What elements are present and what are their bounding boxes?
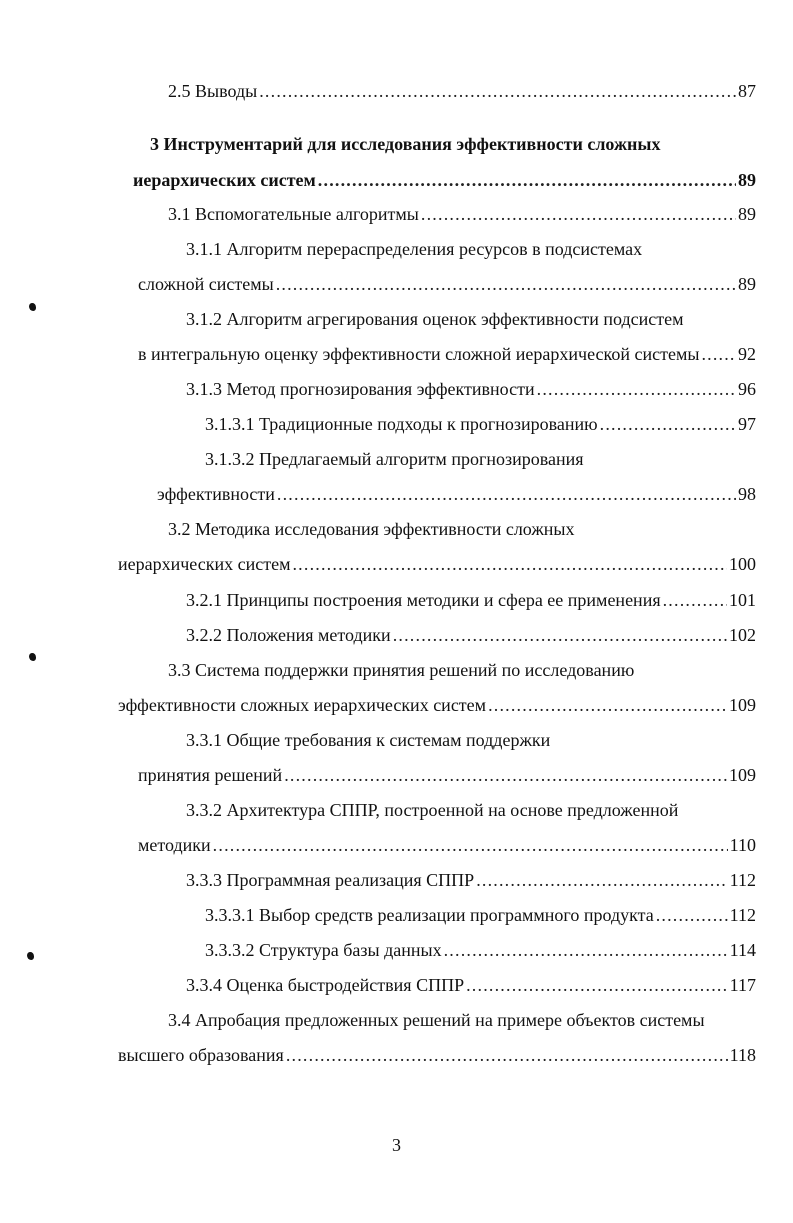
toc-dot-leader <box>701 340 736 368</box>
toc-entry-3-2-2 <box>186 621 756 649</box>
toc-page-number: 110 <box>729 835 756 855</box>
toc-page-number: 98 <box>738 484 756 504</box>
toc-dot-leader <box>286 1041 728 1069</box>
toc-dot-leader <box>318 166 736 194</box>
toc-entry-label: иерархических систем <box>133 170 316 190</box>
toc-entry-3-1-3-1 <box>205 410 756 438</box>
toc-entry-3-2-1 <box>186 586 756 614</box>
toc-dot-leader <box>488 691 727 719</box>
toc-dot-leader <box>466 971 728 999</box>
toc-dot-leader <box>284 761 727 789</box>
toc-page-number: 92 <box>738 344 756 364</box>
toc-entry-label: сложной системы <box>138 274 274 294</box>
toc-chapter-3 <box>133 166 756 194</box>
scan-speck-mark <box>29 303 36 311</box>
toc-dot-leader <box>663 586 727 614</box>
toc-entry-label: принятия решений <box>138 765 283 785</box>
toc-dot-leader <box>277 480 736 508</box>
toc-entry-2-5 <box>168 77 756 105</box>
toc-page-number: 87 <box>738 81 756 101</box>
toc-entry-3-2-line1: 3.2 Методика исследования эффективности сложных <box>168 519 575 539</box>
toc-entry-label: высшего образования <box>118 1045 284 1065</box>
toc-entry-3-3-1-line1: 3.3.1 Общие требования к системам поддержки <box>186 730 551 750</box>
toc-dot-leader <box>213 831 728 859</box>
toc-page-number: 89 <box>738 170 756 190</box>
toc-page-number: 101 <box>729 590 756 610</box>
toc-entry-3-1-2-line1: 3.1.2 Алгоритм агрегирования оценок эффективности подсистем <box>186 309 684 329</box>
toc-entry-label: в интегральную оценку эффективности сложной иерархической системы <box>138 344 700 364</box>
toc-entry-3-2 <box>118 550 756 578</box>
toc-entry-3-1-3-2-line1: 3.1.3.2 Предлагаемый алгоритм прогнозирования <box>205 449 584 469</box>
toc-dot-leader <box>421 200 736 228</box>
toc-entry-label: 3.3.3.2 Структура базы данных <box>205 940 442 960</box>
scan-speck-mark <box>29 653 36 661</box>
toc-entry-3-3-3-2 <box>205 936 756 964</box>
toc-entry-3-1-2 <box>138 340 756 368</box>
page-number: 3 <box>392 1135 401 1155</box>
toc-entry-3-1-3 <box>186 375 756 403</box>
toc-entry-label: иерархических систем <box>118 554 291 574</box>
toc-entry-label: 3.3.4 Оценка быстродействия СППР <box>186 975 465 995</box>
toc-entry-label: методики <box>138 835 211 855</box>
toc-dot-leader <box>600 410 736 438</box>
toc-entry-label: эффективности <box>157 484 275 504</box>
toc-page-number: 89 <box>738 204 756 224</box>
toc-entry-3-1-1 <box>138 270 756 298</box>
toc-entry-3-1 <box>168 200 756 228</box>
toc-dot-leader <box>259 77 736 105</box>
toc-page-number: 109 <box>729 695 756 715</box>
toc-entry-label: 3.1.3.1 Традиционные подходы к прогнозированию <box>205 414 598 434</box>
toc-entry-3-4 <box>118 1041 756 1069</box>
toc-page-number: 117 <box>729 975 756 995</box>
toc-page-number: 100 <box>729 554 756 574</box>
toc-entry-3-4-line1: 3.4 Апробация предложенных решений на примере объектов системы <box>168 1010 705 1030</box>
toc-entry-label: 3.3.3.1 Выбор средств реализации программного продукта <box>205 905 654 925</box>
toc-entry-3-1-3-2 <box>157 480 756 508</box>
toc-entry-label: 3.3.3 Программная реализация СППР <box>186 870 475 890</box>
toc-entry-3-3-3 <box>186 866 756 894</box>
toc-dot-leader <box>276 270 736 298</box>
toc-entry-3-1-1-line1: 3.1.1 Алгоритм перераспределения ресурсов в подсистемах <box>186 239 643 259</box>
toc-dot-leader <box>537 375 736 403</box>
toc-page-number: 112 <box>729 870 756 890</box>
toc-chapter-3-line1: 3 Инструментарий для исследования эффективности сложных <box>150 134 661 154</box>
toc-page-number: 109 <box>729 765 756 785</box>
toc-entry-3-3-1 <box>138 761 756 789</box>
toc-page-number: 97 <box>738 414 756 434</box>
toc-entry-3-3 <box>118 691 756 719</box>
toc-page-number: 102 <box>729 625 756 645</box>
toc-page-number: 96 <box>738 379 756 399</box>
toc-entry-3-3-2-line1: 3.3.2 Архитектура СППР, построенной на основе предложенной <box>186 800 679 820</box>
toc-entry-label: 3.2.2 Положения методики <box>186 625 391 645</box>
toc-entry-3-3-2 <box>138 831 756 859</box>
toc-page-number: 118 <box>729 1045 756 1065</box>
toc-page-number: 114 <box>729 940 756 960</box>
toc-dot-leader <box>292 550 727 578</box>
toc-page-number: 112 <box>729 905 756 925</box>
toc-dot-leader <box>656 901 728 929</box>
toc-entry-label: 3.1 Вспомогательные алгоритмы <box>168 204 419 224</box>
toc-dot-leader <box>393 621 727 649</box>
toc-entry-3-3-4 <box>186 971 756 999</box>
toc-entry-label: эффективности сложных иерархических систем <box>118 695 487 715</box>
scan-speck-mark <box>27 952 34 960</box>
toc-entry-3-3-line1: 3.3 Система поддержки принятия решений по исследованию <box>168 660 635 680</box>
toc-entry-label: 3.2.1 Принципы построения методики и сфера ее применения <box>186 590 661 610</box>
toc-entry-label: 3.1.3 Метод прогнозирования эффективности <box>186 379 535 399</box>
toc-dot-leader <box>444 936 728 964</box>
toc-entry-3-3-3-1 <box>205 901 756 929</box>
toc-page-number: 89 <box>738 274 756 294</box>
toc-entry-label: 2.5 Выводы <box>168 81 258 101</box>
toc-dot-leader <box>476 866 727 894</box>
